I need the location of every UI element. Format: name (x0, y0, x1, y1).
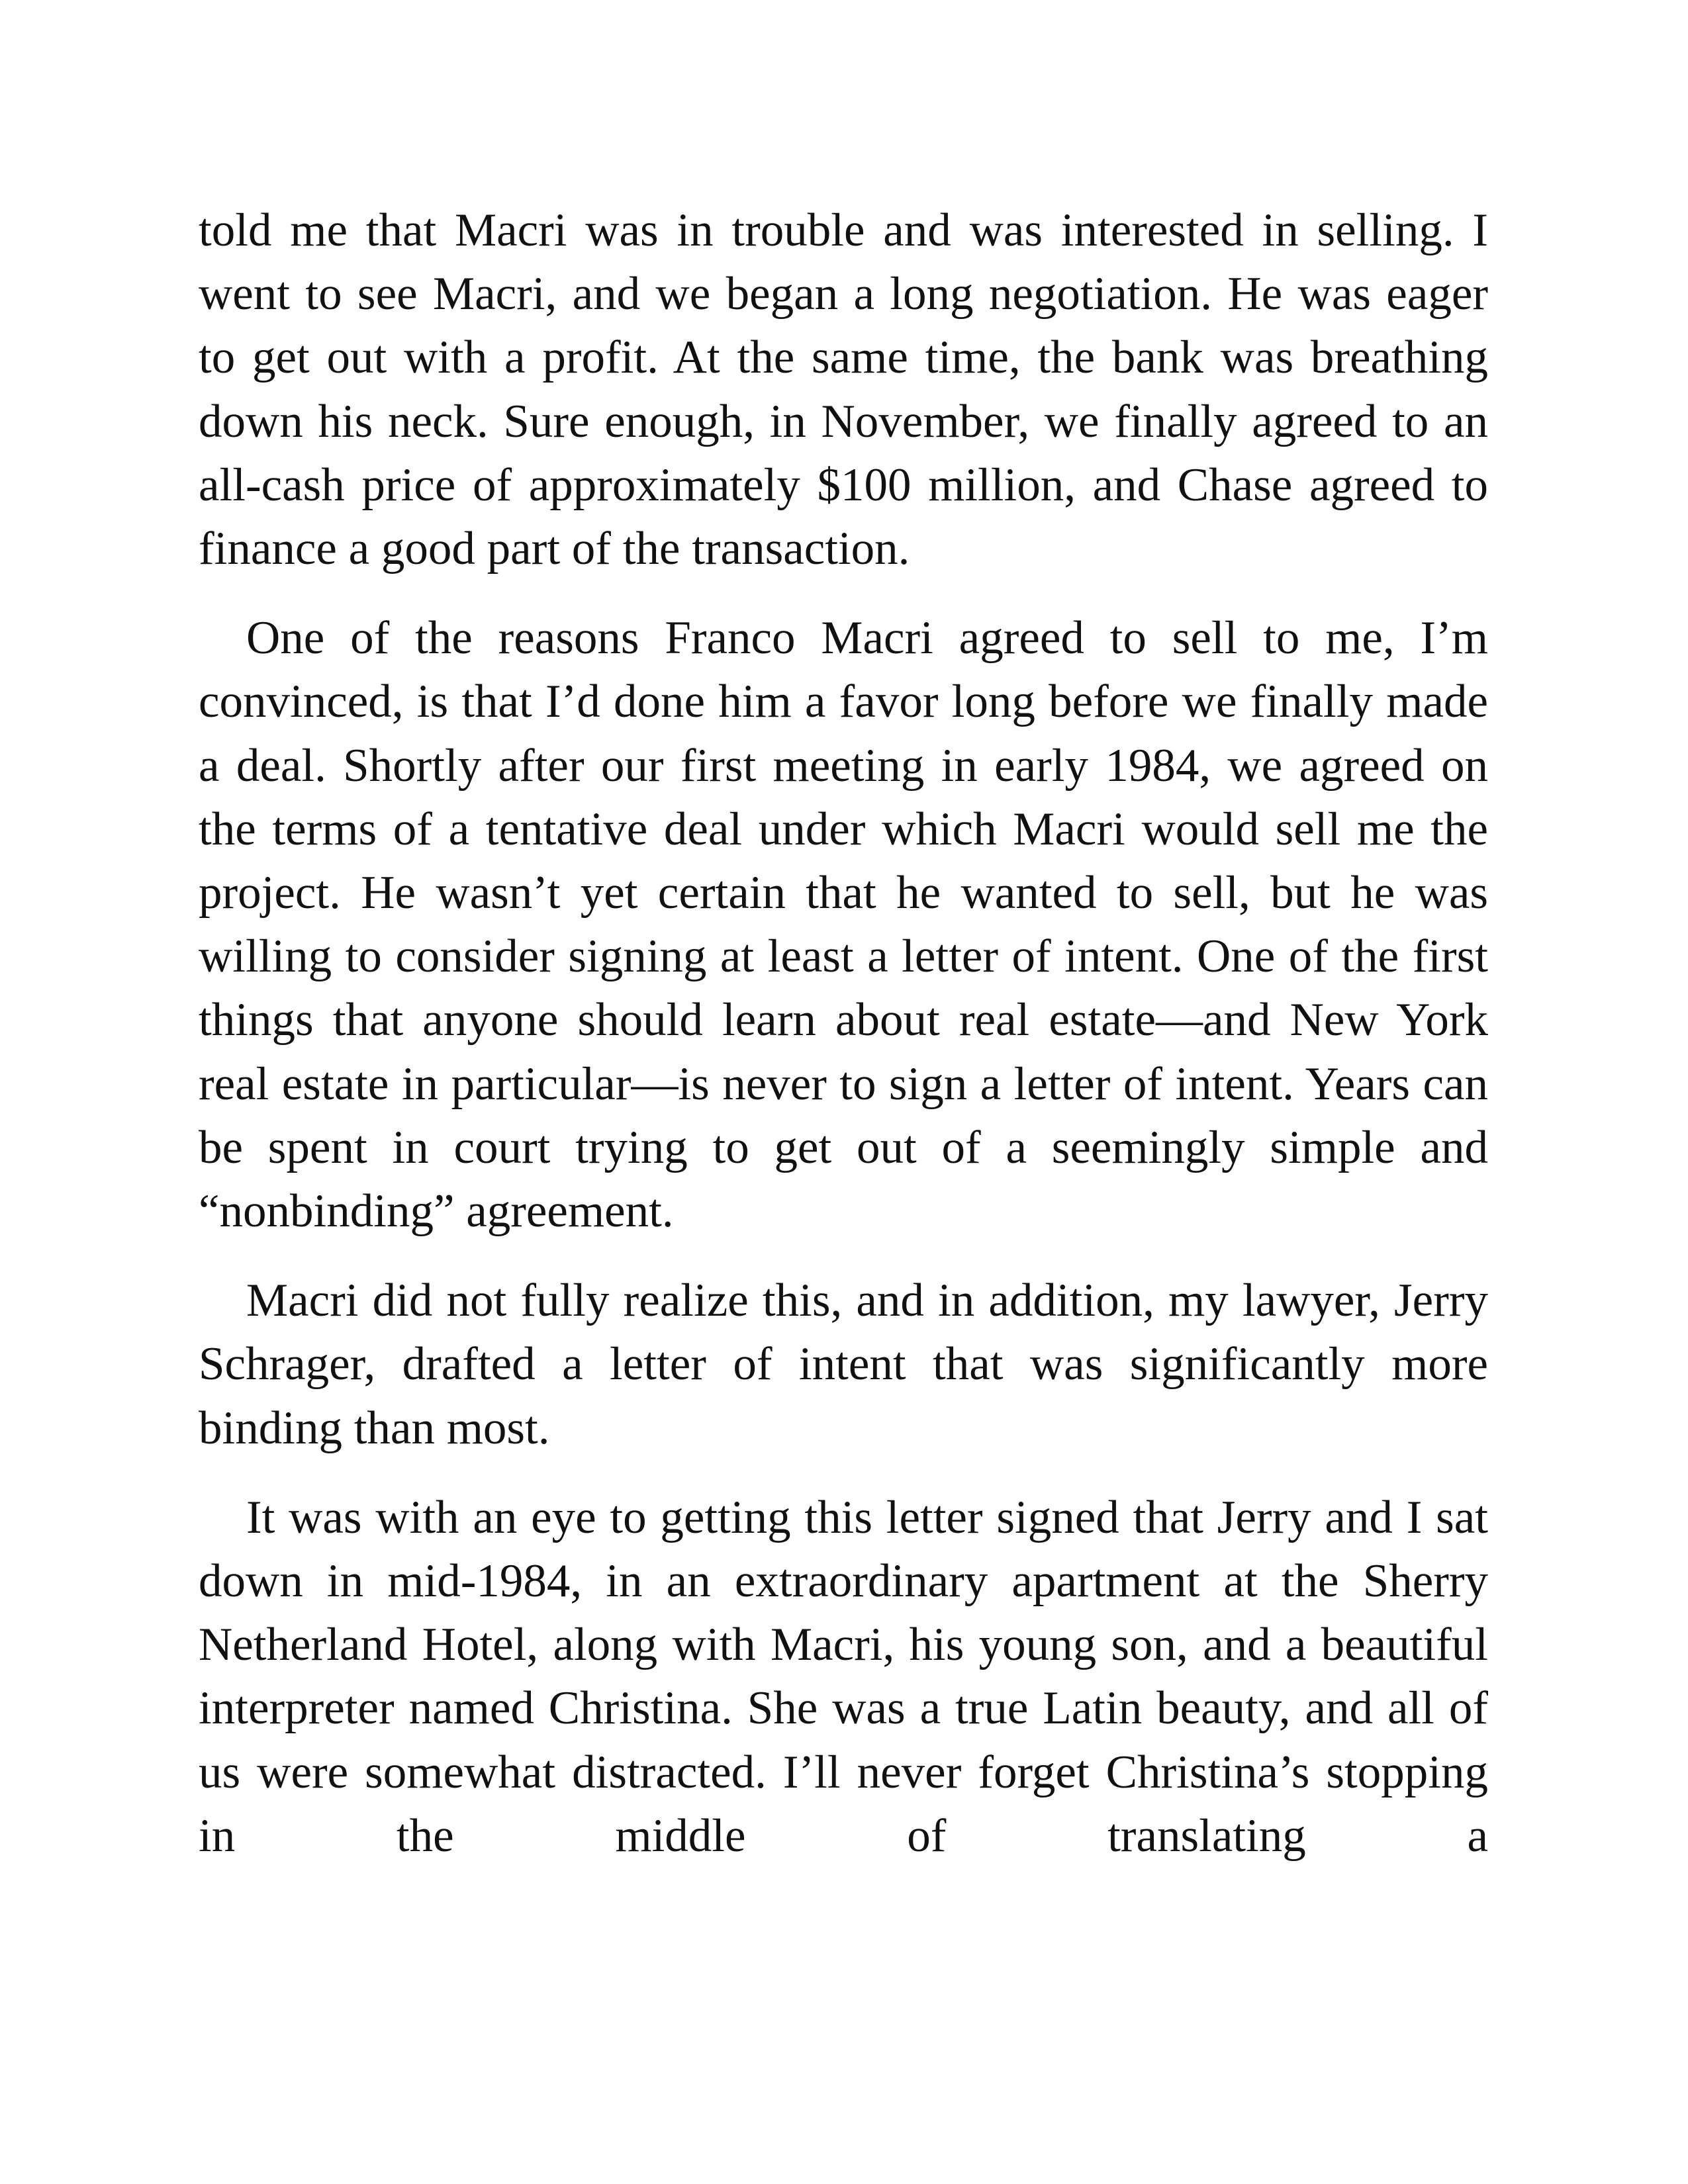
paragraph-1: told me that Macri was in trouble and was interested in selling. I went to see Macri, and we began a long negotiation. He was eager to get out with a profit. At the same time, the bank was breathing down his neck. Sure enough, in November, we finally agreed to an all-cash price of approximately $100 million, and Chase agreed to finance a good part of the transaction. (199, 205, 1488, 575)
paragraph-4: It was with an eye to getting this letter signed that Jerry and I sat down in mid-1984, in an extraordinary apartment at the Sherry Netherland Hotel, along with Macri, his young son, and a beautiful interpreter named Christina. She was a true Latin beauty, and all of us were somewhat distracted. I’ll never forget Christina’s stopping in the middle of translating a (199, 1491, 1488, 1862)
paragraph-2: One of the reasons Franco Macri agreed to sell to me, I’m convinced, is that I’d done him a favor long before we finally made a deal. Shortly after our first meeting in early 1984, we agreed on the terms of a tentative deal under which Macri would sell me the project. He wasn’t yet certain that he wanted to sell, but he was willing to consider signing at least a letter of intent. One of the first things that anyone should learn about real estate—and New York real estate in particular—is never to sign a letter of intent. Years can be spent in court trying to get out of a seemingly simple and “nonbinding” agreement. (199, 612, 1488, 1238)
book-page (199, 199, 1488, 1985)
paragraph-3: Macri did not fully realize this, and in addition, my lawyer, Jerry Schrager, drafted a letter of intent that was significantly more binding than most. (199, 1275, 1488, 1454)
